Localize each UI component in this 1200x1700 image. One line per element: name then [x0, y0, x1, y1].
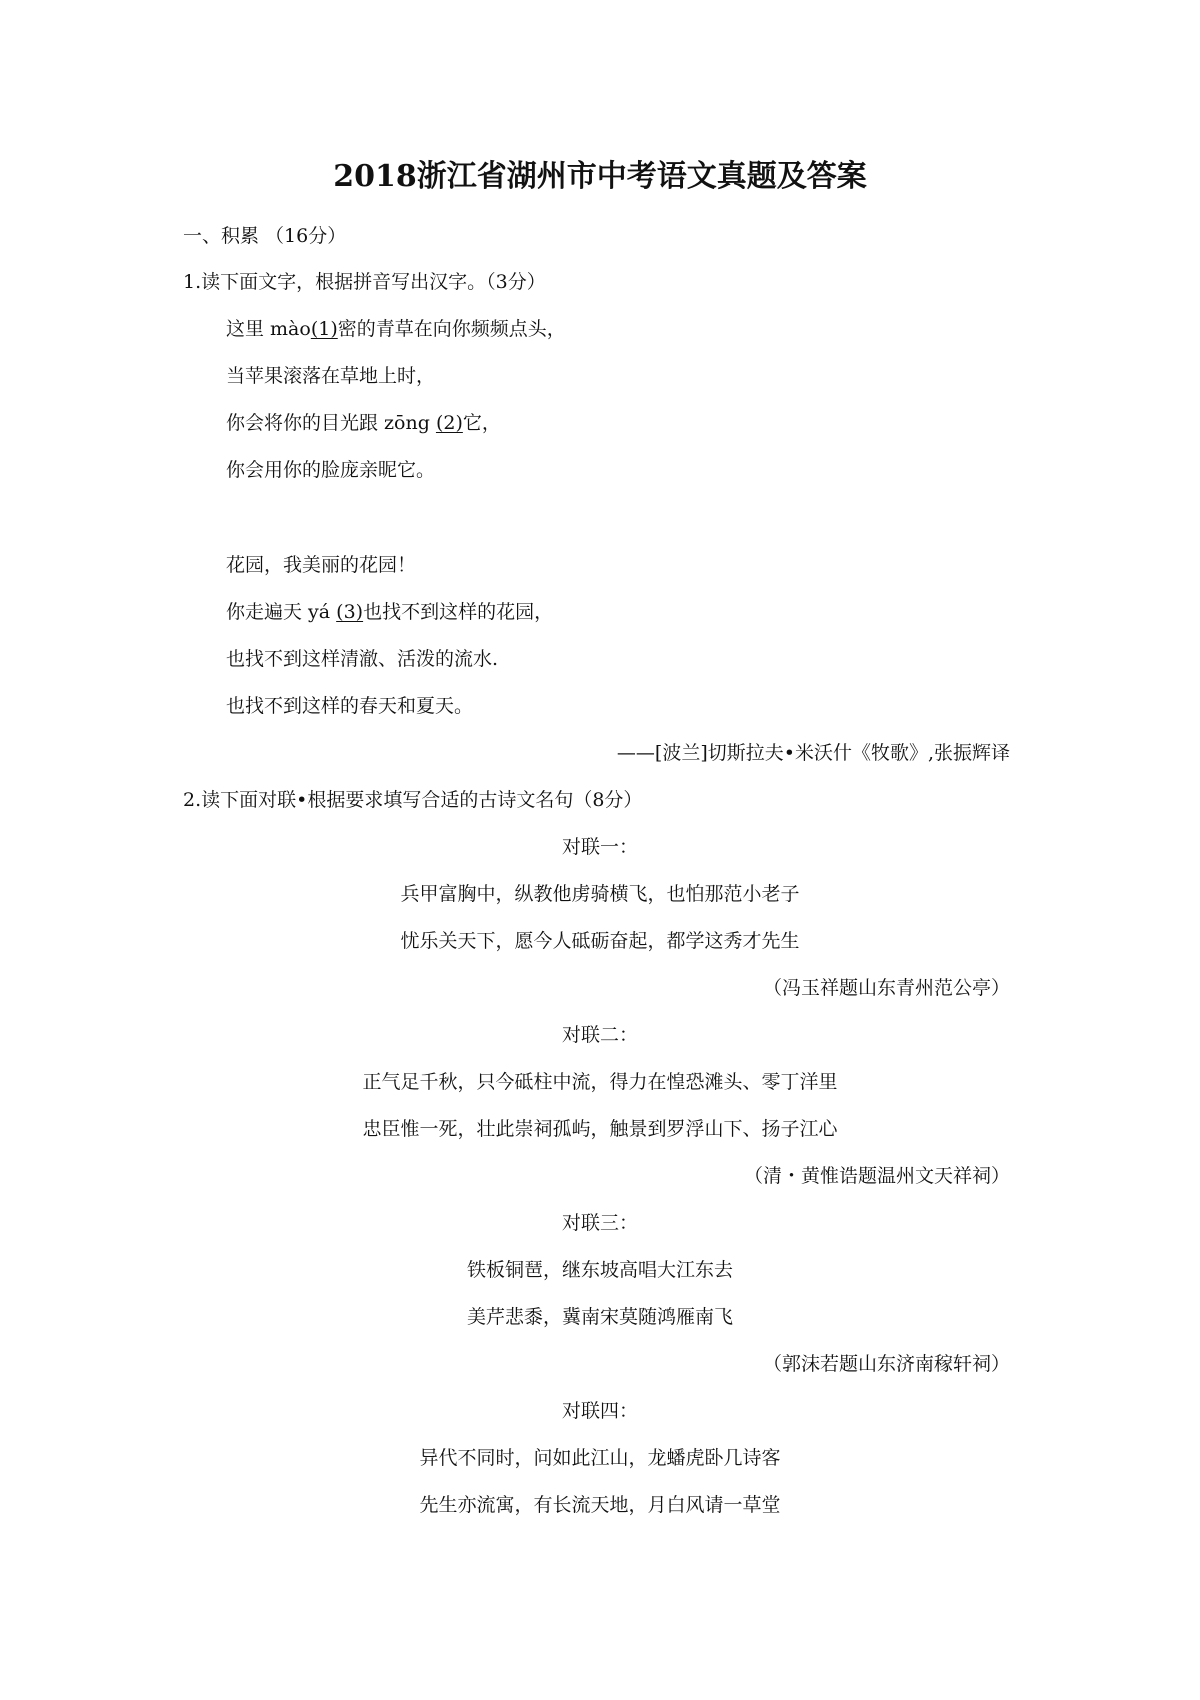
- couplet-source: （郭沫若题山东济南稼轩祠）: [762, 1353, 1010, 1375]
- couplet-heading-3: 对联三：: [561, 1212, 638, 1234]
- couplet-line: 异代不同时，问如此江山，龙蟠虎卧几诗客: [419, 1447, 781, 1469]
- poem-text: 你走遍天 yá: [226, 601, 337, 623]
- couplet-line: 美芹悲黍，冀南宋莫随鸿雁南飞: [466, 1306, 733, 1328]
- answer-blank-2: (2): [435, 412, 463, 434]
- couplet-line: 忠臣惟一死，壮此崇祠孤屿，触景到罗浮山下、扬子江心: [362, 1118, 838, 1140]
- poem-line-8: 也找不到这样的春天和夏天。: [226, 695, 474, 717]
- couplet-heading-4: 对联四：: [561, 1400, 638, 1422]
- couplet-source: （清・黄惟诰题温州文天祥祠）: [743, 1165, 1010, 1187]
- poem-line-1: [226, 320, 566, 339]
- poem-line-3: [226, 414, 501, 433]
- couplet-line: 先生亦流寓，有长流天地，月白风请一草堂: [419, 1494, 781, 1516]
- couplet-heading-1: 对联一：: [561, 836, 638, 858]
- poem-text: 你会将你的目光跟 zōng: [226, 412, 436, 434]
- poem-text: 密的青草在向你频频点头，: [337, 318, 566, 340]
- couplet-line: 忧乐关天下，愿今人砥砺奋起，都学这秀才先生: [400, 930, 800, 952]
- question-1-prompt: 1.读下面文字，根据拼音写出汉字。（3分）: [183, 271, 546, 293]
- poem-line-4: 你会用你的脸庞亲昵它。: [226, 459, 436, 481]
- couplet-heading-2: 对联二：: [561, 1024, 638, 1046]
- page-title: 2018浙江省湖州市中考语文真题及答案: [333, 159, 867, 194]
- couplet-line: 铁板铜琶，继东坡高唱大江东去: [466, 1259, 733, 1281]
- couplet-line: 兵甲富胸中，纵教他虏骑横飞，也怕那范小老子: [400, 883, 800, 905]
- section-heading: 一、积累 （16分）: [183, 225, 347, 247]
- poem-line-7: 也找不到这样清澈、活泼的流水.: [226, 648, 499, 670]
- poem-line-6: [226, 603, 553, 622]
- question-2-prompt: 2.读下面对联•根据要求填写合适的古诗文名句（8分）: [183, 789, 643, 811]
- poem-text: 也找不到这样的花园，: [363, 601, 554, 623]
- poem-line-5: 花园，我美丽的花园！: [226, 554, 417, 576]
- poem-text: 它，: [462, 412, 501, 434]
- couplet-line: 正气足千秋，只今砥柱中流，得力在惶恐滩头、零丁洋里: [362, 1071, 838, 1093]
- answer-blank-3: (3): [336, 601, 364, 623]
- poem-text: 这里 mào: [226, 318, 311, 340]
- answer-blank-1: (1): [310, 318, 338, 340]
- poem-line-2: 当苹果滚落在草地上时，: [226, 365, 436, 387]
- poem-source: ——[波兰]切斯拉夫•米沃什《牧歌》,张振辉译: [616, 742, 1010, 764]
- couplet-source: （冯玉祥题山东青州范公亭）: [762, 977, 1010, 999]
